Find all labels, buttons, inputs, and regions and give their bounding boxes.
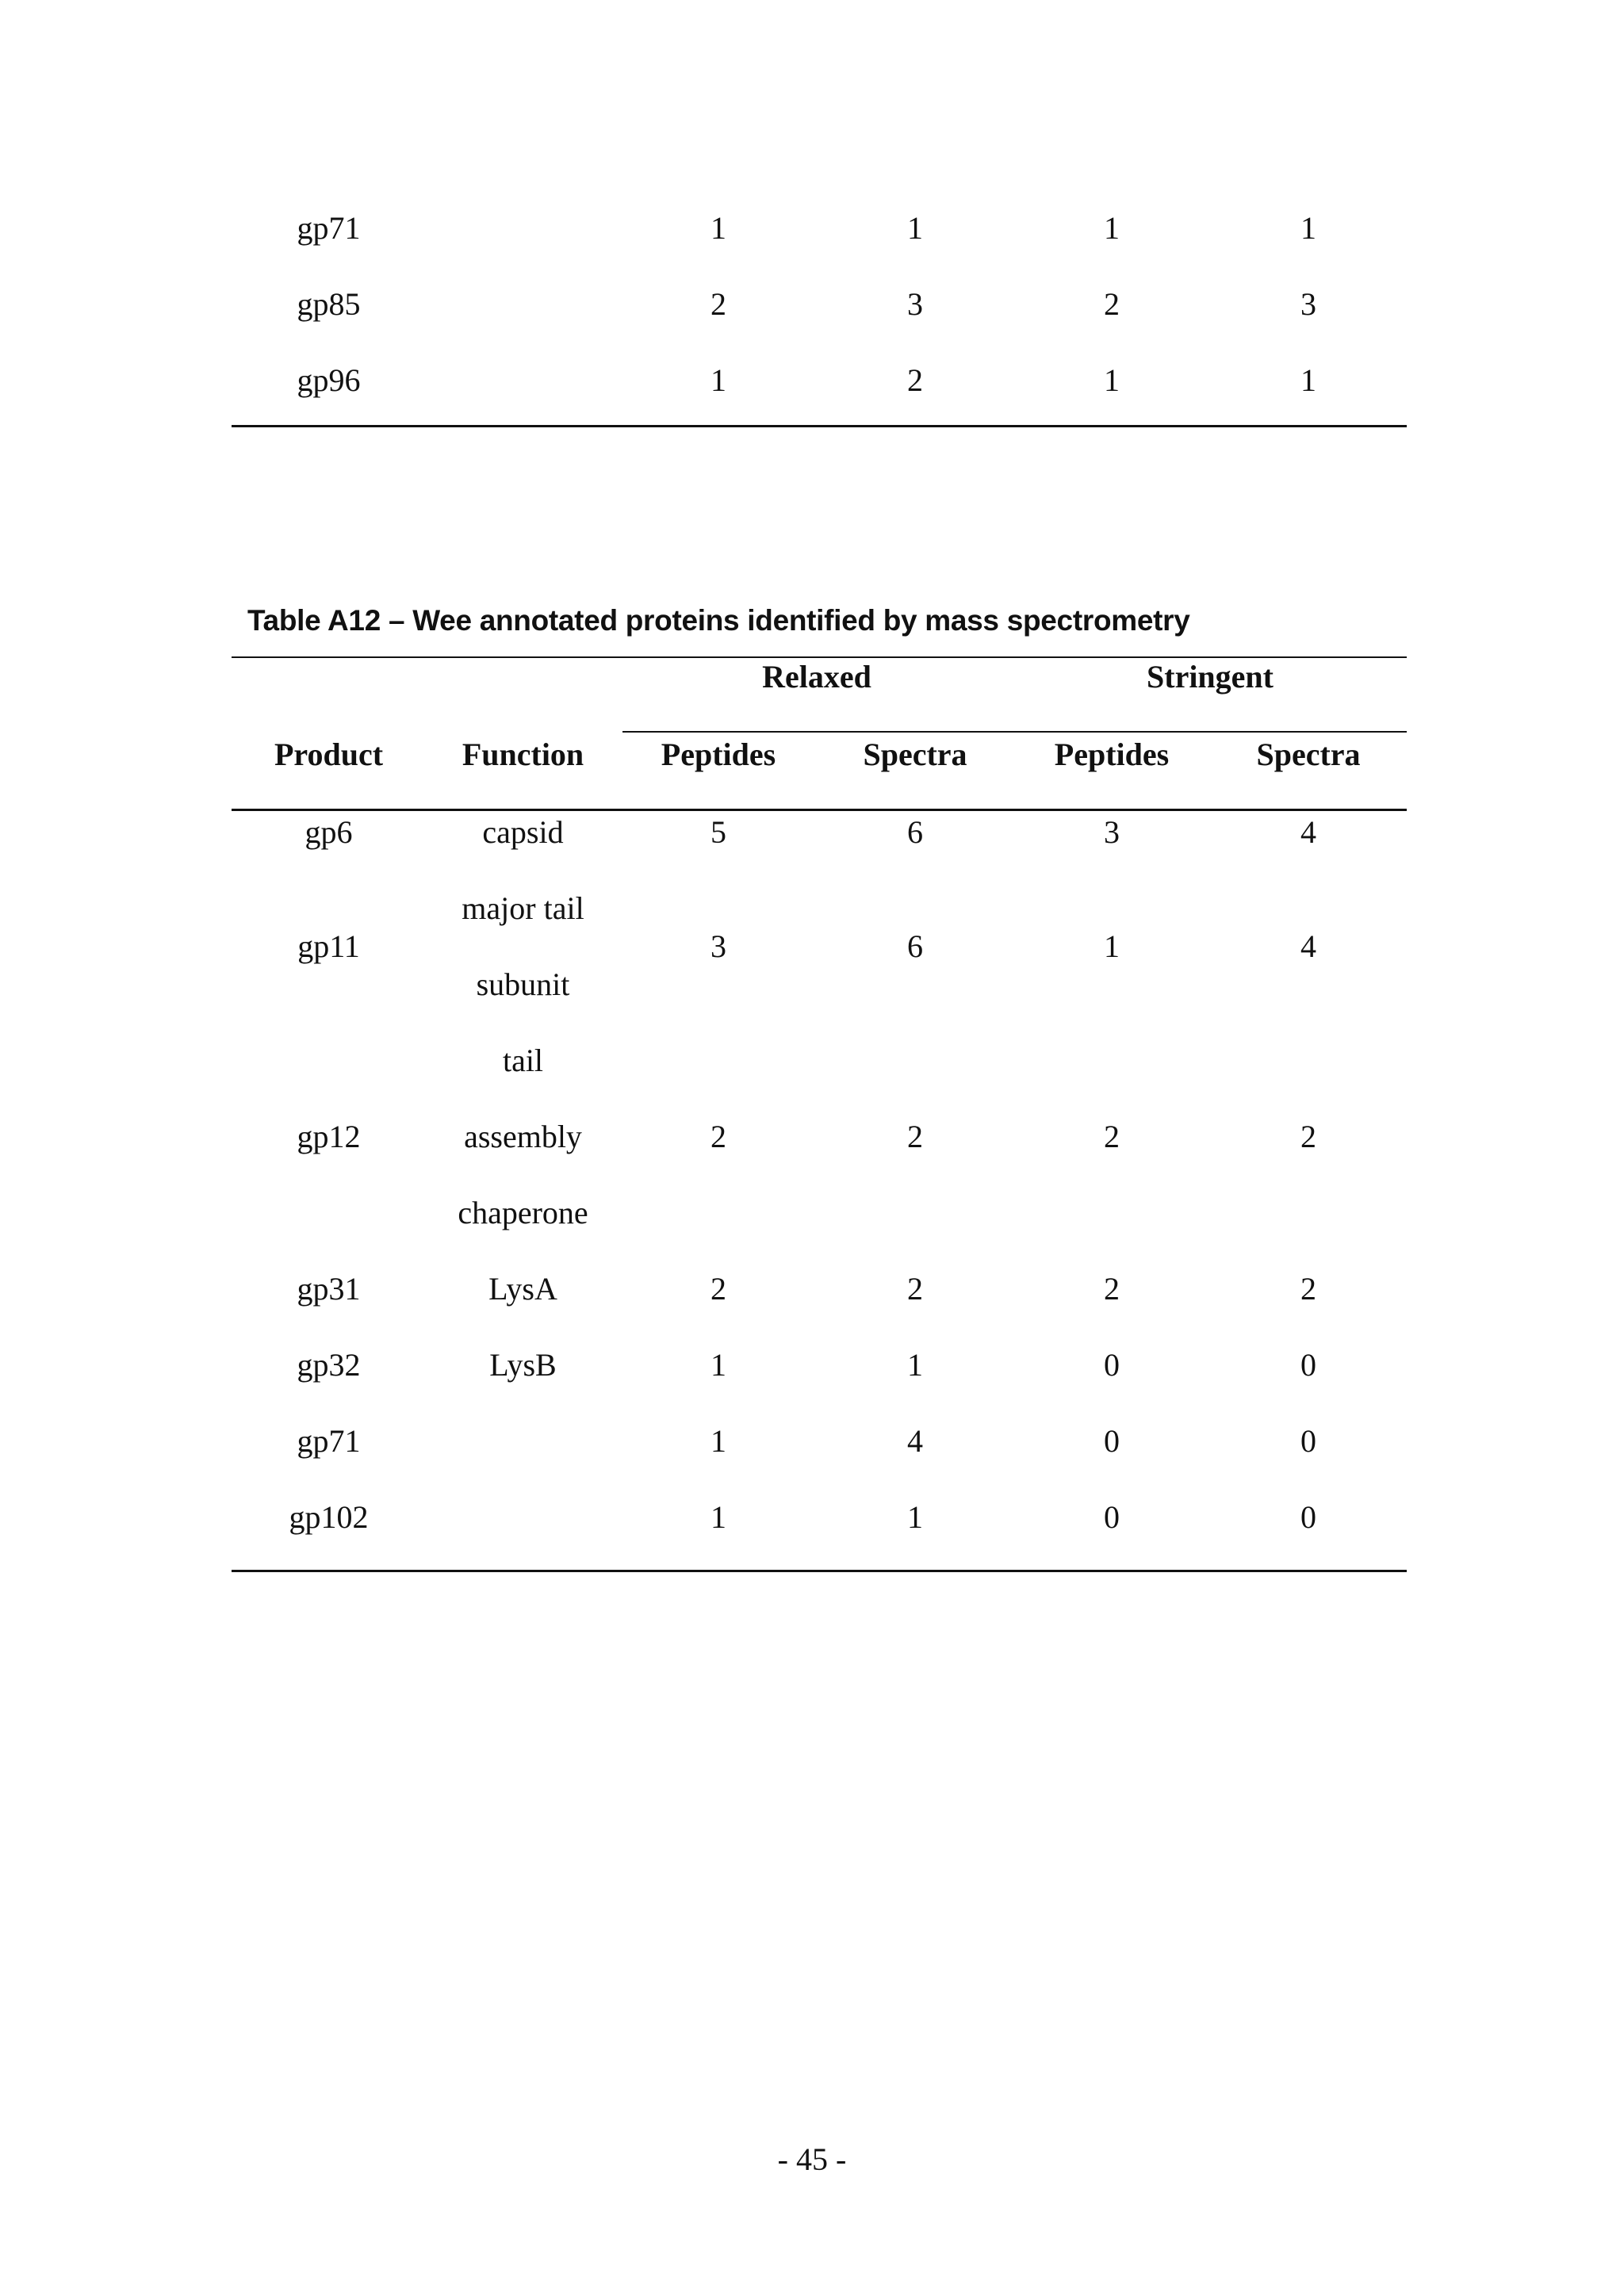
stringent-spectra-cell: 4 [1300, 814, 1316, 850]
page-number: - 45 - [777, 2141, 847, 2177]
product-cell: gp85 [297, 286, 361, 322]
relaxed-spectra-cell: 3 [907, 286, 923, 322]
table-row [232, 1403, 1407, 1479]
function-cell [426, 871, 620, 1023]
function-line: major tail [462, 890, 584, 926]
relaxed-spectra-cell: 6 [907, 814, 923, 850]
group-header-relaxed: Relaxed [762, 659, 871, 695]
column-header-stringent-peptides: Peptides [1054, 737, 1170, 772]
stringent-peptides-cell: 2 [1104, 286, 1120, 322]
product-cell: gp102 [289, 1499, 369, 1535]
relaxed-peptides-cell: 1 [710, 1499, 726, 1535]
product-cell: gp31 [297, 1271, 361, 1307]
table-row [232, 794, 1407, 871]
function-line: LysB [489, 1347, 557, 1383]
table-row [232, 1251, 1407, 1327]
table-bottom-rule [232, 425, 1407, 427]
stringent-spectra-cell: 0 [1300, 1423, 1316, 1459]
relaxed-peptides-cell: 5 [710, 814, 726, 850]
relaxed-peptides-cell: 3 [710, 928, 726, 964]
relaxed-spectra-cell: 2 [907, 1271, 923, 1307]
relaxed-spectra-cell: 4 [907, 1423, 923, 1459]
group-header-stringent: Stringent [1147, 659, 1274, 695]
table-row [232, 342, 1407, 419]
column-header-product: Product [274, 737, 384, 772]
product-cell: gp6 [304, 814, 353, 850]
stringent-peptides-cell: 2 [1104, 1271, 1120, 1307]
function-cell [426, 794, 620, 871]
relaxed-peptides-cell: 1 [710, 1423, 726, 1459]
relaxed-spectra-cell: 1 [907, 1499, 923, 1535]
stringent-spectra-cell: 2 [1300, 1271, 1316, 1307]
relaxed-spectra-cell: 2 [907, 1119, 923, 1154]
relaxed-peptides-cell: 2 [710, 286, 726, 322]
stringent-spectra-cell: 0 [1300, 1499, 1316, 1535]
column-header-function: Function [462, 737, 584, 772]
table-row [232, 266, 1407, 342]
relaxed-peptides-cell: 1 [710, 210, 726, 246]
table-row [232, 1023, 1407, 1251]
stringent-peptides-cell: 1 [1104, 210, 1120, 246]
function-line: LysA [488, 1271, 557, 1307]
function-line: chaperone [458, 1195, 588, 1230]
relaxed-peptides-cell: 1 [710, 362, 726, 398]
product-cell: gp12 [297, 1119, 361, 1154]
stringent-spectra-cell: 0 [1300, 1347, 1316, 1383]
table-row [232, 1327, 1407, 1403]
stringent-spectra-cell: 3 [1300, 286, 1316, 322]
column-header-stringent-spectra: Spectra [1256, 737, 1361, 772]
relaxed-spectra-cell: 1 [907, 210, 923, 246]
product-cell: gp71 [297, 210, 361, 246]
function-line: subunit [476, 966, 570, 1002]
function-cell [426, 1251, 620, 1327]
stringent-spectra-cell: 2 [1300, 1119, 1316, 1154]
function-line: capsid [482, 814, 564, 850]
relaxed-peptides-cell: 2 [710, 1119, 726, 1154]
table-caption: Table A12 – Wee annotated proteins identified by mass spectrometry [247, 604, 1190, 637]
relaxed-spectra-cell: 6 [907, 928, 923, 964]
function-cell [426, 1327, 620, 1403]
column-header-relaxed-peptides: Peptides [661, 737, 776, 772]
relaxed-spectra-cell: 1 [907, 1347, 923, 1383]
stringent-peptides-cell: 1 [1104, 362, 1120, 398]
function-line: assembly [464, 1119, 582, 1154]
product-cell: gp11 [297, 928, 360, 964]
table-row [232, 871, 1407, 1023]
table-a12-bottom-rule [232, 1570, 1407, 1572]
product-cell: gp71 [297, 1423, 361, 1459]
stringent-spectra-cell: 1 [1300, 362, 1316, 398]
stringent-peptides-cell: 3 [1104, 814, 1120, 850]
column-header-relaxed-spectra: Spectra [863, 737, 967, 772]
stringent-peptides-cell: 0 [1104, 1423, 1120, 1459]
function-cell [426, 1023, 620, 1251]
table-row [232, 190, 1407, 266]
stringent-peptides-cell: 2 [1104, 1119, 1120, 1154]
stringent-spectra-cell: 1 [1300, 210, 1316, 246]
relaxed-spectra-cell: 2 [907, 362, 923, 398]
relaxed-peptides-cell: 2 [710, 1271, 726, 1307]
table-row [232, 1479, 1407, 1556]
relaxed-peptides-cell: 1 [710, 1347, 726, 1383]
stringent-peptides-cell: 0 [1104, 1347, 1120, 1383]
stringent-peptides-cell: 0 [1104, 1499, 1120, 1535]
continuation-table [232, 190, 1407, 419]
stringent-peptides-cell: 1 [1104, 928, 1120, 964]
product-cell: gp96 [297, 362, 361, 398]
stringent-spectra-cell: 4 [1300, 928, 1316, 964]
function-line: tail [502, 1043, 544, 1078]
product-cell: gp32 [297, 1347, 361, 1383]
